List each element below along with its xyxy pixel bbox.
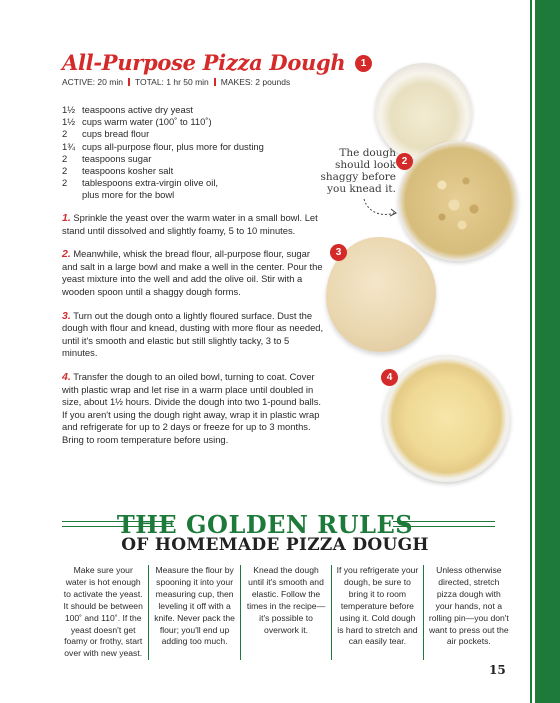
ingredient-amount: 1¾ [62,140,76,152]
step-number: 2. [62,248,71,261]
covered-dough-bowl-photo [383,355,510,482]
green-edge-stripe [530,0,532,703]
active-time: ACTIVE: 20 min [62,77,123,87]
step-paragraph [62,310,324,360]
meta-separator [128,78,130,86]
ingredient-row [62,128,322,140]
ingredient-name: teaspoons active dry yeast [82,104,193,115]
step-number: 3. [62,309,71,322]
meta-separator [214,78,216,86]
rule-column: Knead the dough until it's smooth and elastic. Follow the times in the recipe—it's possible to overwork it. [240,565,331,660]
golden-rules-columns [58,565,514,660]
shaggy-dough-bowl-photo [398,141,518,261]
dough-note: The dough should look shaggy before you knead it. [320,147,396,195]
ingredient-row [62,116,322,128]
ingredient-amount: 2 [62,165,68,177]
ingredient-row [62,177,322,189]
step-paragraph [62,371,324,447]
recipe-meta [62,77,290,87]
photo-badge-1: 1 [355,55,372,72]
rule-column: Unless otherwise directed, stretch pizza dough with your hands, not a rolling pin—you don't want to press out the air pockets. [423,565,514,660]
ingredient-amount: 2 [62,128,68,140]
step-paragraph [62,212,324,237]
ingredient-amount: 2 [62,177,68,189]
step-paragraph [62,248,324,298]
ingredient-name: plus more for the bowl [82,189,175,201]
ingredient-row [62,165,322,177]
ingredient-name: cups all-purpose flour, plus more for dusting [82,140,264,152]
curved-arrow-icon [362,197,402,219]
ingredient-name: cups warm water (100˚ to 110˚) [82,116,212,128]
step-text: Sprinkle the yeast over the warm water in a small bowl. Let stand until dissolved and slightly foamy, 5 to 10 minutes. [62,212,318,236]
ingredient-amount: 2 [62,152,68,164]
yield: MAKES: 2 pounds [220,77,291,87]
golden-rules-title: THE GOLDEN RULES [116,510,414,539]
ingredient-row [62,153,322,165]
rule-column: If you refrigerate your dough, be sure to bring it to room temperature before using it. Cold dough is hard to stretch and can easily tear. [331,565,422,660]
rule-column: Make sure your water is hot enough to activate the yeast. It should be between 100˚ and 110˚. If the yeast doesn't get foamy or frothy, start over with new yeast. [63,565,143,659]
step-number: 4. [62,370,71,383]
rule-column: Measure the flour by spooning it into your measuring cup, then leveling it off with a knife. Never pack the flour; you'll end up adding too much. [148,565,239,660]
step-text: Transfer the dough to an oiled bowl, turning to coat. Cover with plastic wrap and let rise in a warm place until doubled in size, about 1½ hours. Divide the dough into two 1-pound balls. If you aren't using the dough right away, wrap it in plastic wrap and refrigerate for up to 2 days or freeze for up to 3 months. Bring to room temperature before using. [62,370,322,445]
ingredient-amount: 1½ [62,104,76,115]
photo-badge-4: 4 [381,369,398,386]
step-text: Meanwhile, whisk the bread flour, all-purpose flour, sugar and salt in a large bowl and make a well in the center. Pour the yeast mixture into the well and add the olive oil. Stir with a wooden spoon until a shaggy dough forms. [62,248,323,297]
ingredient-name: tablespoons extra-virgin olive oil, [82,177,219,189]
ingredient-amount [62,189,82,201]
golden-rules-subtitle: OF HOMEMADE PIZZA DOUGH [121,535,429,555]
ingredient-list [62,104,322,202]
ingredient-row [62,104,322,116]
ingredient-name: cups bread flour [82,128,150,140]
page-number: 15 [489,663,506,677]
ingredient-row [62,189,322,201]
ingredient-name: teaspoons sugar [82,152,152,164]
recipe-title: All-Purpose Pizza Dough [62,50,346,75]
method-steps [62,212,324,458]
photo-badge-3: 3 [330,244,347,261]
ingredient-row [62,141,322,153]
step-number: 1. [62,212,71,224]
shaggy-dough-texture [418,161,498,241]
step-text: Turn out the dough onto a lightly floured surface. Dust the dough with flour and knead, dusting with more flour as needed, until it's smooth and elastic but still slightly tacky, 3 to 5 minutes. [62,309,324,359]
total-time: TOTAL: 1 hr 50 min [134,77,209,87]
photo-badge-2: 2 [396,153,413,170]
ingredient-name: teaspoons kosher salt [82,165,174,177]
ingredient-amount: 1½ [62,116,76,128]
green-page-edge [535,0,560,703]
